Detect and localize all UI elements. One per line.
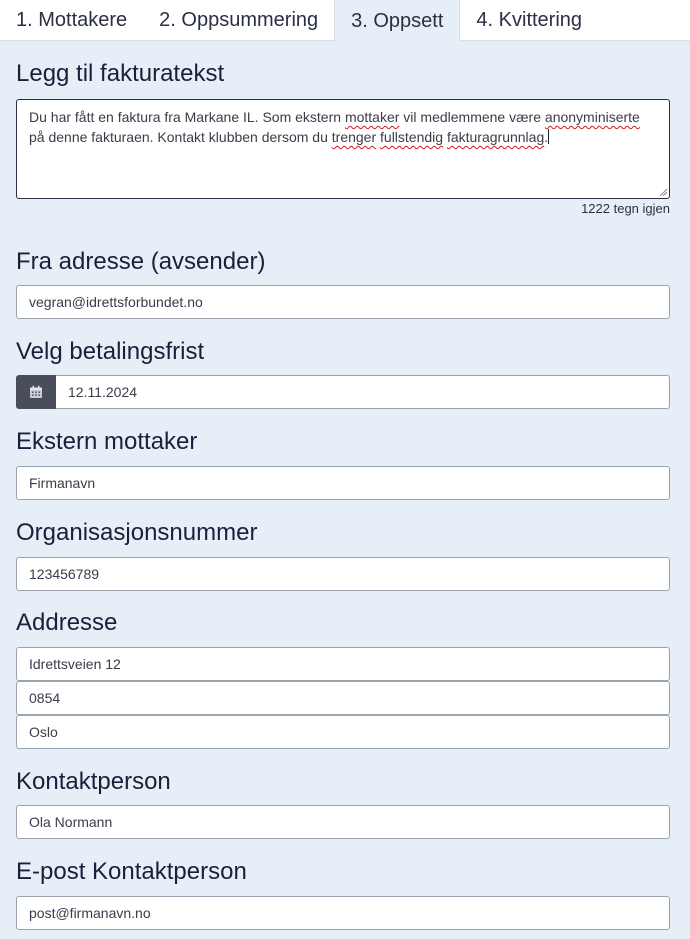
external-recipient-label: Ekstern mottaker: [16, 428, 198, 455]
address-label: Addresse: [16, 609, 118, 636]
tab-mottakere[interactable]: [0, 0, 143, 41]
misspelled-word: trenger: [331, 129, 377, 145]
tab-label: 1. Mottakere: [16, 9, 128, 31]
text-segment: .: [544, 129, 549, 145]
field-value: vegran@idrettsforbundet.no: [29, 294, 203, 310]
char-counter: 1222 tegn igjen: [581, 201, 670, 216]
text-caret: [548, 129, 549, 144]
tab-label: 2. Oppsummering: [159, 9, 319, 31]
due-date-label: Velg betalingsfrist: [16, 338, 205, 365]
contact-person-label: Kontaktperson: [16, 768, 171, 795]
date-picker-button[interactable]: [16, 375, 56, 409]
field-value: Oslo: [29, 724, 58, 740]
field-placeholder: Firmanavn: [29, 475, 96, 491]
misspelled-word: fakturagrunnlag: [446, 129, 545, 145]
city-input[interactable]: [16, 715, 670, 749]
from-address-input[interactable]: [16, 285, 670, 319]
tab-oppsummering[interactable]: [143, 0, 334, 41]
tab-oppsett[interactable]: [334, 0, 460, 42]
postcode-input[interactable]: [16, 681, 670, 715]
text-segment: på denne fakturaen. Kontakt klubben dersom du: [29, 129, 332, 145]
text-segment: vil medlemmene være: [399, 109, 545, 125]
tab-label: 4. Kvittering: [476, 9, 583, 31]
org-number-label: Organisasjonsnummer: [16, 519, 258, 546]
misspelled-word: fullstendig: [380, 129, 444, 145]
misspelled-word: anonyminiserte: [544, 109, 640, 125]
field-placeholder: Ola Normann: [29, 814, 113, 830]
calendar-icon: [29, 385, 43, 399]
from-address-label: Fra adresse (avsender): [16, 248, 266, 275]
company-name-input[interactable]: [16, 466, 670, 500]
due-date-input[interactable]: [56, 375, 670, 409]
field-value: Idrettsveien 12: [29, 656, 121, 672]
step-tabs: [0, 0, 690, 41]
contact-person-input[interactable]: [16, 805, 670, 839]
org-number-input[interactable]: [16, 557, 670, 591]
field-value: 0854: [29, 690, 61, 706]
contact-email-label: E-post Kontaktperson: [16, 858, 247, 885]
contact-email-input[interactable]: [16, 896, 670, 930]
field-placeholder: 123456789: [29, 566, 100, 582]
text-segment: Du har fått en faktura fra Markane IL. Som ekstern: [29, 109, 345, 125]
field-placeholder: post@firmanavn.no: [29, 905, 151, 921]
resize-handle-icon[interactable]: [659, 188, 667, 196]
due-date-group: [16, 375, 670, 409]
invoice-text-label: Legg til fakturatekst: [16, 60, 225, 87]
tab-label: 3. Oppsett: [351, 9, 444, 32]
field-value: 12.11.2024: [68, 384, 138, 400]
tab-kvittering[interactable]: [460, 0, 598, 41]
street-input[interactable]: [16, 647, 670, 681]
invoice-text-area[interactable]: [16, 99, 670, 199]
misspelled-word: mottaker: [344, 109, 400, 125]
